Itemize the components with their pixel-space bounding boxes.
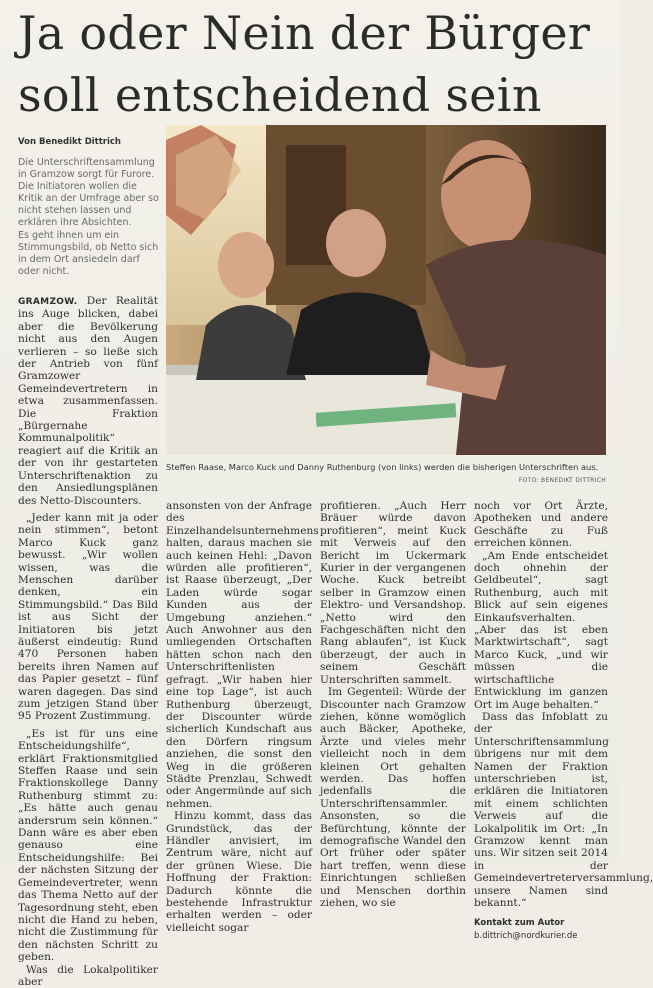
teaser-paragraph-1: Die Unterschriftensammlung in Gramzow sorgt für Furore. Die Initiatoren wollen die Kritik an der Umfrage aber so nicht stehen lassen und erklären ihre Absichten. [18,157,159,229]
col2-paragraph-1: ansonsten von der Anfrage des Einzelhandelsunternehmens halten, daraus machen sie auch keinen Hehl: „Davon würden alle profitieren“, ist Raase überzeugt, „Der Laden würde sogar Kunden aus der Umgebung anziehen.“ Auch Anwohner aus den umliegenden Ortschaften hätten schon nach den Unterschriftenlisten gefragt. „Wir haben hier eine top Lage“, ist auch Ruthenburg überzeugt, der Discounter würde sicherlich Kundschaft aus den Dörfern ringsum anziehen, die sonst den Weg in die größeren Städte Prenzlau, Schwedt oder Angermünde auf sich nehmen. [166,500,319,810]
column-1 [18,295,158,988]
article-photo [166,125,606,455]
dateline: GRAMZOW. [18,297,78,307]
author-byline: Von Benedikt Dittrich [18,137,121,147]
photo-illustration [166,125,606,455]
photo-caption: Steffen Raase, Marco Kuck und Danny Ruthenburg (von links) werden die bisherigen Unterschriften aus. [166,462,599,472]
headline-line-2: soll entscheidend sein [18,68,542,122]
col3-paragraph-2: Im Gegenteil: Würde der Discounter nach Gramzow ziehen, könne womöglich auch Bäcker, Apotheke, Ärzte und vieles mehr vielleicht noch in dem kleinen Ort gehalten werden. Das hoffen jedenfalls die Unterschriftensammler. Ansonsten, so die Befürchtung, könnte der demografische Wandel den Ort früher oder später hart treffen, wenn diese Einrichtungen schließen und Menschen dorthin ziehen, wo sie [320,686,466,909]
contact-heading: Kontakt zum Autor [474,918,565,929]
teaser [18,157,164,278]
col4-paragraph-2: „Am Ende entscheidet doch ohnehin der Geldbeutel“, sagt Ruthenburg, auch mit Blick auf sein eigenes Einkaufsverhalten. „Aber das ist eben Marktwirtschaft“, sagt Marco Kuck, „und wir müssen die wirtschaftliche Entwicklung im ganzen Ort im Auge behalten.“ [474,549,608,711]
headline-line-1: Ja oder Nein der Bürger [18,6,591,60]
headline [18,2,608,126]
col4-paragraph-1: noch vor Ort Ärzte, Apotheken und andere Geschäfte zu Fuß erreichen können. [474,500,608,550]
col2-paragraph-2: Hinzu kommt, dass das Grundstück, das der Händler anvisiert, im Zentrum wäre, nicht auf der grünen Wiese. Die Hoffnung der Fraktion: Dadurch könnte die bestehende Infrastruktur erhalten werden – oder vielleicht sogar [166,810,312,934]
column-3 [320,500,466,909]
col1-paragraph-4: Was die Lokalpolitiker aber [18,963,158,988]
contact-email[interactable]: b.dittrich@nordkurier.de [474,930,578,941]
photo-credit: FOTO: BENEDIKT DITTRICH [518,477,606,484]
col4-paragraph-3: Dass das Infoblatt zu der Unterschriftensammlung übrigens nur mit dem Namen der Fraktion unterschrieben ist, erklären die Initiatoren mit einem schlichten Verweis auf die Lokalpolitik im Ort: „In Gramzow kennt man uns. Wir sitzen seit 2014 in der Gemeindevertreterversammlung, unsere Namen sind bekannt.“ [474,710,653,909]
col3-paragraph-1: profitieren. „Auch Herr Bräuer würde davon profitieren“, meint Kuck mit Verweis auf den Bericht im Uckermark Kurier in der vergangenen Woche. Kuck betreibt selber in Gramzow einen Elektro- und Versandshop. „Netto wird den Fachgeschäften nicht den Rang ablaufen“, ist Kuck überzeugt, der auch in seinem Geschäft Unterschriften sammelt. [320,500,466,686]
col1-paragraph-1 [18,295,158,507]
col1-paragraph-3: „Es ist für uns eine Entscheidungshilfe“, erklärt Fraktionsmitglied Steffen Raase und sein Fraktionskollege Danny Ruthenburg stimmt zu: „Es hätte auch genau andersrum sein können.“ Dann wäre es aber eben genauso eine Entscheidungshilfe: Bei der nächsten Sitzung der Gemeindevertreter, wenn das Thema Netto auf der Tagesordnung steht, eben nicht die Hand zu heben, nicht die Zustimmung für den nächsten Schritt zu geben. [18,727,158,964]
col1-paragraph-2: „Jeder kann mit ja oder nein stimmen“, betont Marco Kuck ganz bewusst. „Wir wollen wissen, was die Menschen darüber denken, ein Stimmungsbild.“ Das Bild ist aus Sicht der Initiatoren bis jetzt äußerst eindeutig: Rund 470 Personen haben bereits ihren Namen auf das Papier gesetzt – fünf waren dagegen. Das sind zum jetzigen Stand über 95 Prozent Zustimmung. [18,511,158,723]
col1-paragraph-1-text: Der Realität ins Auge blicken, dabei aber die Bevölkerung nicht aus den Augen verlieren – so ließe sich der Antrieb von fünf Gramzower Gemeindevertretern in etwa zusammenfassen. Die Fraktion „Bürgernahe Kommunalpolitik“ reagiert auf die Kritik an der von ihr gestarteten Unterschriftenaktion zu den Ansiedlungsplänen des Netto-Discounters. [18,295,158,507]
teaser-paragraph-2: Es geht ihnen um ein Stimmungsbild, ob Netto sich in dem Ort ansiedeln darf oder nicht. [18,229,159,277]
column-2 [166,500,319,934]
column-4 [474,500,653,942]
